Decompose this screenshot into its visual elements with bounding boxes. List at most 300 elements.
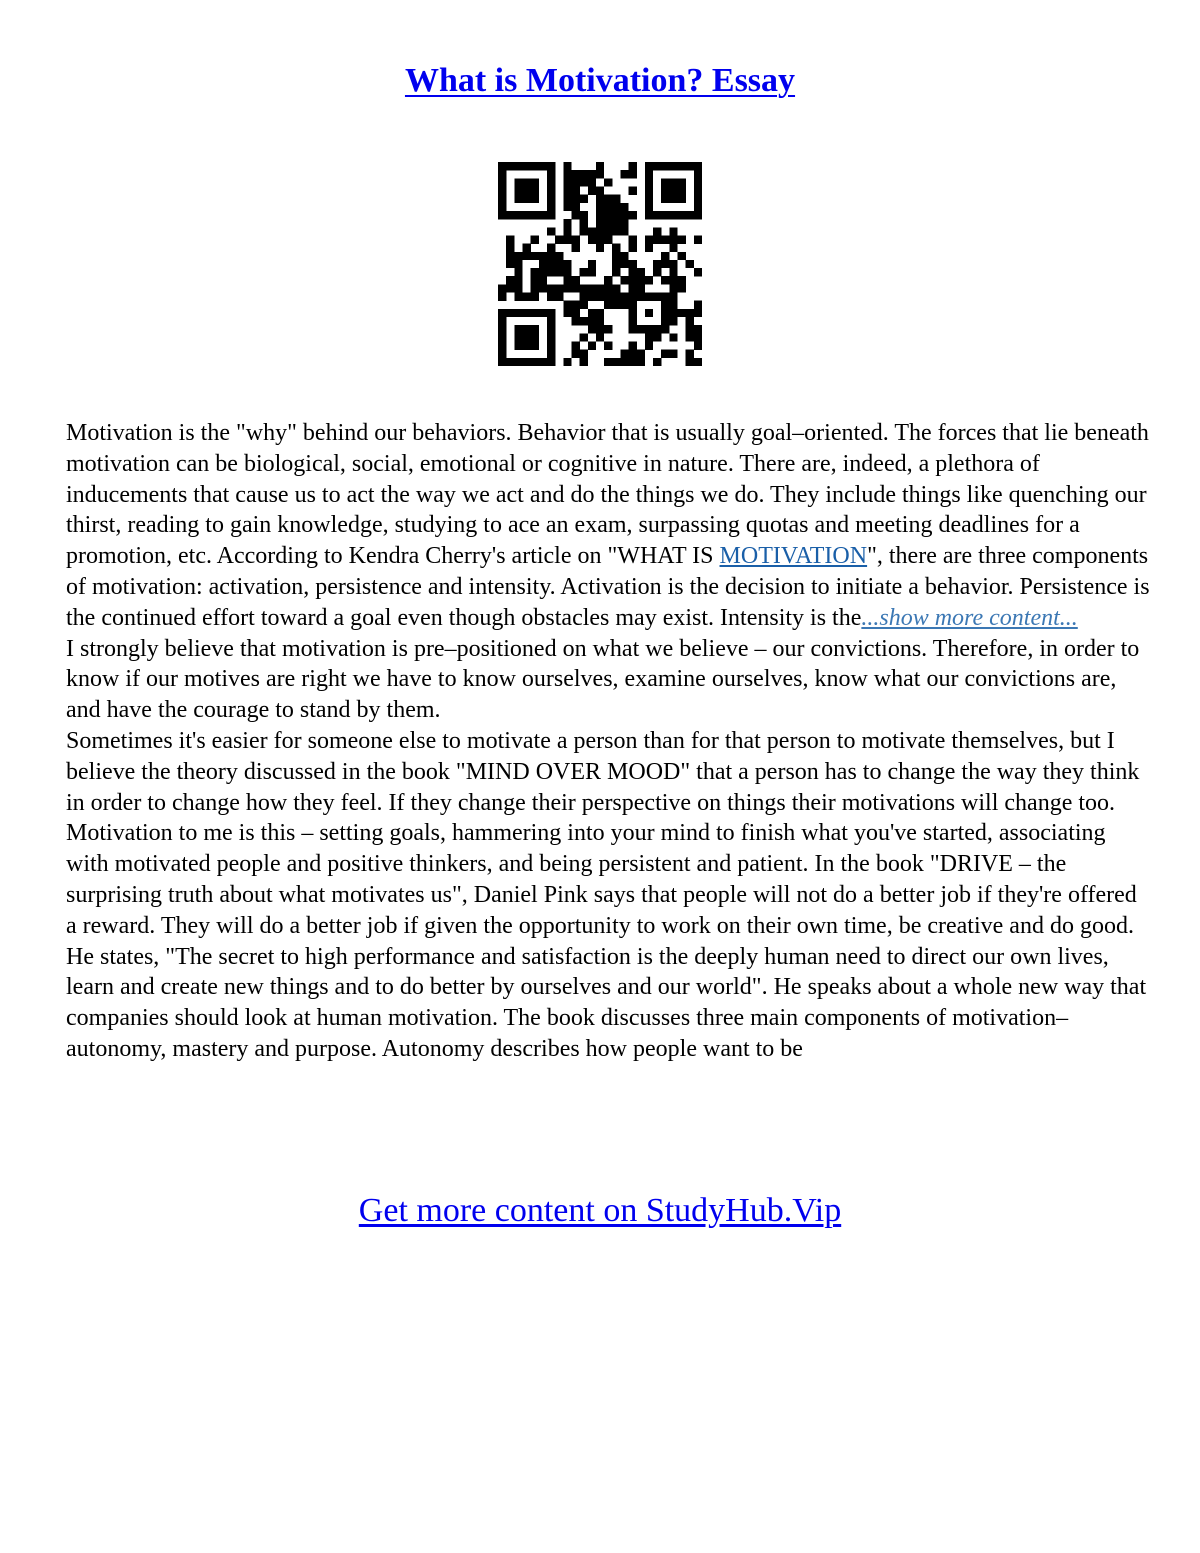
qr-module — [596, 162, 604, 170]
qr-module — [547, 333, 555, 341]
qr-module — [588, 325, 596, 333]
qr-module — [669, 195, 677, 203]
qr-module — [506, 260, 514, 268]
motivation-link[interactable]: MOTIVATION — [719, 543, 868, 570]
qr-module — [645, 333, 653, 341]
qr-module — [571, 342, 579, 350]
qr-module — [629, 186, 637, 194]
footer-studyhub-link[interactable]: Get more content on StudyHub.Vip — [358, 1192, 842, 1229]
qr-module — [637, 350, 645, 358]
qr-module — [669, 317, 677, 325]
qr-module — [522, 186, 530, 194]
qr-module — [612, 293, 620, 301]
qr-module — [596, 227, 604, 235]
qr-module — [531, 276, 539, 284]
qr-module — [531, 309, 539, 317]
qr-module — [669, 276, 677, 284]
qr-module — [678, 252, 686, 260]
qr-module — [571, 235, 579, 243]
qr-module — [580, 227, 588, 235]
qr-module — [612, 227, 620, 235]
qr-module — [563, 219, 571, 227]
qr-module — [498, 333, 506, 341]
qr-module — [612, 244, 620, 252]
qr-module — [522, 342, 530, 350]
qr-module — [645, 342, 653, 350]
qr-module — [645, 178, 653, 186]
qr-module — [669, 284, 677, 292]
qr-module — [686, 333, 694, 341]
qr-module — [531, 268, 539, 276]
qr-module — [539, 358, 547, 366]
qr-module — [678, 235, 686, 243]
qr-module — [555, 284, 563, 292]
qr-module — [694, 178, 702, 186]
qr-module — [580, 333, 588, 341]
qr-module — [629, 293, 637, 301]
qr-module — [596, 203, 604, 211]
paragraph-1-text-before: Motivation is the "why" behind our behaviors. Behavior that is usually goal–oriented. The forces that lie beneath motivation can be biological, social, emotional or cognitive in nature. There are, indeed, a plethora of inducements that cause us to act the way we act and do the things we do. They include things like quenching our thirst, reading to gain knowledge, studying to ace an exam, surpassing quotas and meeting deadlines for a promotion, etc. According to Kendra Cherry's article on "WHAT IS — [66, 420, 1149, 570]
qr-module — [637, 268, 645, 276]
qr-module — [686, 260, 694, 268]
qr-module — [645, 203, 653, 211]
qr-module — [596, 244, 604, 252]
paragraph-3: Sometimes it's easier for someone else to motivate a person than for that person to motivate themselves, but I believe the theory discussed in the book "MIND OVER MOOD" that a person has to change the way they think in order to change how they feel. If they change their perspective on things their motivations will change too. Motivation to me is this – setting goals, hammering into your mind to finish what you've started, associating with motivated people and positive thinkers, and being persistent and patient. In the book "DRIVE – the surprising truth about what motivates us", Daniel Pink says that people will not do a better job if they're offered a reward. They will do a better job if given the opportunity to work on their own time, be creative and do good. He states, "The secret to high performance and satisfaction is the deeply human need to direct our own lives, learn and create new things and to do better by ourselves and our world". He speaks about a whole new way that companies should look at human motivation. The book discusses three main components of motivation– autonomy, mastery and purpose. Autonomy describes how people want to be — [66, 727, 1147, 1062]
qr-module — [547, 186, 555, 194]
qr-module — [669, 235, 677, 243]
qr-module — [506, 244, 514, 252]
qr-module — [588, 170, 596, 178]
qr-module — [596, 235, 604, 243]
qr-module — [547, 178, 555, 186]
qr-module — [694, 162, 702, 170]
qr-module — [498, 325, 506, 333]
qr-module — [596, 195, 604, 203]
qr-module — [580, 211, 588, 219]
qr-module — [629, 260, 637, 268]
qr-module — [514, 260, 522, 268]
qr-module — [620, 211, 628, 219]
qr-module — [612, 260, 620, 268]
paragraph-1-text-after: ", there are three components of motivation: activation, persistence and intensity. Activation is the decision to initiate a behavior. Persistence is the continued effort toward a goal even though obstacles may exist. Intensity is the — [66, 543, 1150, 631]
qr-module — [694, 268, 702, 276]
qr-module — [596, 309, 604, 317]
qr-module — [694, 309, 702, 317]
qr-module — [661, 325, 669, 333]
qr-module — [563, 235, 571, 243]
qr-module — [686, 309, 694, 317]
qr-module — [547, 268, 555, 276]
qr-module — [678, 276, 686, 284]
qr-module — [596, 317, 604, 325]
qr-module — [686, 317, 694, 325]
qr-module — [547, 244, 555, 252]
qr-module — [514, 162, 522, 170]
qr-module — [678, 309, 686, 317]
qr-module — [629, 342, 637, 350]
qr-module — [563, 260, 571, 268]
qr-module — [522, 358, 530, 366]
qr-module — [604, 195, 612, 203]
qr-module — [498, 293, 506, 301]
qr-module — [547, 350, 555, 358]
qr-module — [563, 186, 571, 194]
qr-module — [669, 309, 677, 317]
qr-module — [547, 358, 555, 366]
qr-module — [645, 293, 653, 301]
qr-module — [498, 317, 506, 325]
title-container — [0, 62, 1200, 100]
qr-module — [539, 309, 547, 317]
qr-module — [498, 162, 506, 170]
qr-module — [514, 252, 522, 260]
qr-module — [514, 284, 522, 292]
qr-module — [514, 186, 522, 194]
qr-module — [629, 170, 637, 178]
qr-module — [555, 235, 563, 243]
qr-module — [661, 276, 669, 284]
qr-module — [645, 162, 653, 170]
qr-module — [645, 211, 653, 219]
qr-module — [580, 195, 588, 203]
qr-module — [629, 268, 637, 276]
qr-module — [580, 317, 588, 325]
qr-module — [539, 276, 547, 284]
qr-module — [604, 276, 612, 284]
qr-module — [604, 358, 612, 366]
qr-module — [522, 252, 530, 260]
qr-module — [669, 162, 677, 170]
qr-module — [669, 301, 677, 309]
qr-module — [653, 293, 661, 301]
qr-module — [498, 358, 506, 366]
qr-module — [661, 301, 669, 309]
qr-module — [506, 284, 514, 292]
qr-module — [588, 235, 596, 243]
qr-module — [661, 195, 669, 203]
qr-module — [522, 325, 530, 333]
qr-module — [612, 358, 620, 366]
qr-module — [563, 284, 571, 292]
qr-module — [571, 186, 579, 194]
qr-module — [498, 211, 506, 219]
qr-module — [686, 350, 694, 358]
qr-module — [522, 178, 530, 186]
qr-module — [498, 178, 506, 186]
qr-module — [612, 284, 620, 292]
qr-module — [661, 162, 669, 170]
show-more-link[interactable]: ...show more content... — [861, 604, 1078, 631]
qr-module — [531, 186, 539, 194]
qr-module — [629, 301, 637, 309]
qr-module — [669, 268, 677, 276]
qr-module — [580, 301, 588, 309]
qr-module — [539, 260, 547, 268]
qr-module — [531, 284, 539, 292]
qr-module — [678, 178, 686, 186]
qr-module — [506, 211, 514, 219]
qr-module — [637, 325, 645, 333]
qr-module — [645, 325, 653, 333]
qr-module — [612, 252, 620, 260]
qr-module — [522, 309, 530, 317]
qr-module — [571, 284, 579, 292]
qr-module — [604, 325, 612, 333]
qr-module — [539, 268, 547, 276]
qr-module — [571, 211, 579, 219]
qr-module — [645, 195, 653, 203]
qr-module — [596, 293, 604, 301]
qr-module — [694, 186, 702, 194]
qr-module — [514, 276, 522, 284]
qr-module — [547, 170, 555, 178]
qr-module — [661, 293, 669, 301]
qr-module — [604, 219, 612, 227]
qr-module — [604, 293, 612, 301]
qr-module — [563, 162, 571, 170]
qr-module — [571, 309, 579, 317]
qr-module — [661, 211, 669, 219]
qr-module — [539, 252, 547, 260]
footer-container — [0, 1192, 1200, 1230]
qr-module — [629, 244, 637, 252]
qr-module — [669, 211, 677, 219]
qr-module — [514, 268, 522, 276]
qr-module — [596, 284, 604, 292]
qr-module — [514, 325, 522, 333]
qr-module — [571, 203, 579, 211]
qr-module — [678, 162, 686, 170]
qr-module — [571, 195, 579, 203]
qr-module — [514, 342, 522, 350]
qr-module — [580, 350, 588, 358]
qr-module — [604, 301, 612, 309]
qr-module — [522, 293, 530, 301]
qr-module — [580, 284, 588, 292]
qr-module — [588, 178, 596, 186]
qr-module — [694, 358, 702, 366]
qr-module — [588, 293, 596, 301]
qr-module — [531, 211, 539, 219]
qr-module — [547, 317, 555, 325]
qr-module — [563, 301, 571, 309]
qr-module — [694, 195, 702, 203]
qr-module — [506, 276, 514, 284]
qr-module — [612, 219, 620, 227]
qr-module — [498, 195, 506, 203]
qr-module — [694, 301, 702, 309]
qr-module — [555, 268, 563, 276]
qr-module — [531, 195, 539, 203]
qr-module — [514, 358, 522, 366]
qr-module — [580, 293, 588, 301]
qr-module — [547, 211, 555, 219]
qr-module — [669, 350, 677, 358]
qr-module — [629, 284, 637, 292]
qr-module — [645, 309, 653, 317]
qr-module — [547, 195, 555, 203]
qr-module — [620, 203, 628, 211]
qr-module — [653, 260, 661, 268]
qr-module — [514, 178, 522, 186]
qr-module — [645, 235, 653, 243]
qr-module — [694, 342, 702, 350]
qr-module — [620, 358, 628, 366]
qr-module — [580, 358, 588, 366]
qr-module — [694, 235, 702, 243]
qr-module — [637, 276, 645, 284]
qr-module — [669, 244, 677, 252]
qr-module — [506, 162, 514, 170]
qr-module — [653, 227, 661, 235]
qr-module — [522, 333, 530, 341]
qr-module — [555, 293, 563, 301]
qr-module — [653, 268, 661, 276]
document-title-link[interactable]: What is Motivation? Essay — [404, 62, 796, 99]
qr-module — [661, 235, 669, 243]
qr-module — [580, 170, 588, 178]
qr-module — [571, 317, 579, 325]
qr-module — [612, 211, 620, 219]
qr-module — [571, 244, 579, 252]
qr-module — [661, 309, 669, 317]
qr-module — [629, 211, 637, 219]
qr-module — [498, 170, 506, 178]
qr-module — [522, 244, 530, 252]
qr-module — [563, 276, 571, 284]
qr-module — [678, 195, 686, 203]
qr-module — [522, 211, 530, 219]
qr-module — [653, 235, 661, 243]
qr-module — [669, 293, 677, 301]
qr-module — [678, 284, 686, 292]
qr-module — [571, 170, 579, 178]
qr-module — [653, 358, 661, 366]
qr-module — [629, 162, 637, 170]
qr-module — [596, 170, 604, 178]
qr-module — [539, 162, 547, 170]
essay-body — [66, 418, 1151, 1065]
qr-module — [694, 211, 702, 219]
qr-module — [531, 162, 539, 170]
qr-module — [531, 358, 539, 366]
paragraph-1 — [66, 418, 1151, 634]
qr-module — [629, 235, 637, 243]
qr-module — [661, 252, 669, 260]
qr-module — [596, 211, 604, 219]
qr-module — [563, 227, 571, 235]
qr-module — [669, 333, 677, 341]
qr-module — [588, 317, 596, 325]
qr-module — [694, 333, 702, 341]
qr-module — [645, 276, 653, 284]
qr-module — [637, 358, 645, 366]
qr-module — [645, 186, 653, 194]
qr-module — [498, 284, 506, 292]
qr-module — [661, 350, 669, 358]
qr-module — [531, 252, 539, 260]
qr-module — [522, 162, 530, 170]
qr-module — [686, 325, 694, 333]
qr-module — [678, 186, 686, 194]
qr-module — [604, 211, 612, 219]
qr-module — [555, 252, 563, 260]
qr-module — [522, 195, 530, 203]
qr-module — [531, 342, 539, 350]
qr-module — [596, 325, 604, 333]
qr-module — [531, 325, 539, 333]
qr-module — [629, 309, 637, 317]
qr-module — [604, 284, 612, 292]
qr-module — [514, 333, 522, 341]
qr-module — [531, 178, 539, 186]
qr-module — [661, 317, 669, 325]
qr-module — [629, 317, 637, 325]
qr-module — [669, 260, 677, 268]
qr-module — [580, 219, 588, 227]
qr-module — [563, 309, 571, 317]
qr-module — [555, 260, 563, 268]
qr-module — [678, 211, 686, 219]
qr-module — [514, 195, 522, 203]
qr-module — [563, 358, 571, 366]
qr-module — [539, 211, 547, 219]
qr-module — [571, 350, 579, 358]
qr-module — [563, 178, 571, 186]
qr-module — [645, 244, 653, 252]
qr-module — [653, 325, 661, 333]
qr-module — [547, 342, 555, 350]
qr-module — [498, 203, 506, 211]
qr-module — [637, 284, 645, 292]
qr-module — [531, 235, 539, 243]
qr-module — [588, 309, 596, 317]
qr-module — [645, 170, 653, 178]
qr-module — [571, 178, 579, 186]
qr-module — [629, 276, 637, 284]
qr-module — [531, 333, 539, 341]
qr-module — [612, 301, 620, 309]
qr-module — [620, 293, 628, 301]
qr-module — [661, 178, 669, 186]
qr-module — [506, 358, 514, 366]
qr-module — [694, 325, 702, 333]
qr-module — [514, 211, 522, 219]
qr-module — [669, 186, 677, 194]
qr-module — [547, 293, 555, 301]
qr-module — [563, 195, 571, 203]
qr-module — [620, 260, 628, 268]
qr-module — [653, 162, 661, 170]
qr-module — [588, 186, 596, 194]
qr-module — [547, 284, 555, 292]
qr-module — [612, 203, 620, 211]
qr-module — [686, 162, 694, 170]
qr-module — [498, 342, 506, 350]
qr-module — [669, 227, 677, 235]
qr-module — [620, 301, 628, 309]
qr-module — [539, 284, 547, 292]
qr-module — [612, 268, 620, 276]
qr-module — [588, 284, 596, 292]
paragraph-2: I strongly believe that motivation is pre–positioned on what we believe – our convictions. Therefore, in order to know if our motives are right we have to know ourselves, examine ourselves, know what our convictions are, and have the courage to stand by them. — [66, 635, 1140, 724]
qr-module — [661, 260, 669, 268]
qr-module — [571, 301, 579, 309]
qr-module — [620, 252, 628, 260]
qr-module — [547, 260, 555, 268]
qr-module — [547, 162, 555, 170]
qr-module — [506, 252, 514, 260]
